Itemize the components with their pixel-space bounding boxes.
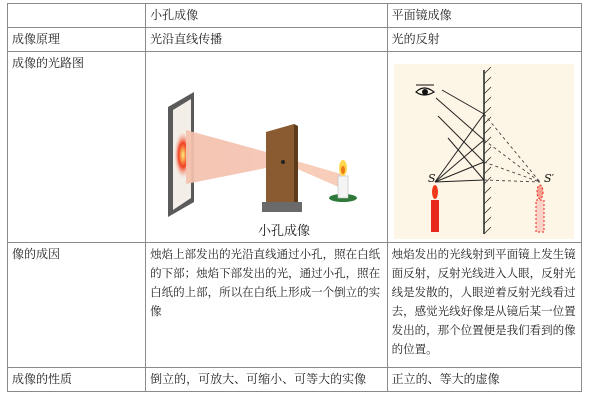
mirror-property: 正立的、等大的虚像 bbox=[387, 368, 581, 392]
pinhole-cause: 烛焰上部发出的光沿直线通过小孔，照在白纸的下部；烛焰下部发出的光，通过小孔，照在白纸的上部，所以在白纸上形成一个倒立的实像 bbox=[146, 243, 387, 368]
mirror-diagram-cell bbox=[387, 52, 581, 243]
real-candle-flame bbox=[432, 185, 438, 199]
row-label-property: 成像的性质 bbox=[8, 368, 146, 392]
row-label-principle: 成像原理 bbox=[8, 28, 146, 52]
image-label: S′ bbox=[543, 172, 554, 185]
mirror-principle: 光的反射 bbox=[387, 28, 581, 52]
mirror-cause: 烛焰发出的光线射到平面镜上发生镜面反射，反射光线进入人眼，反射光线是发散的，人眼逆着反射光线看过去，感觉光线好像是从镜后某一位置发出的，那个位置便是我们看到的像的位置。 bbox=[387, 243, 581, 368]
virtual-candle-flame bbox=[537, 185, 543, 199]
real-candle bbox=[431, 200, 439, 232]
pinhole-diagram bbox=[146, 52, 382, 242]
pinhole-property: 倒立的，可放大、可缩小、可等大的实像 bbox=[146, 368, 387, 392]
property-row bbox=[8, 368, 582, 392]
pinhole bbox=[281, 160, 285, 164]
mirror-diagram bbox=[388, 52, 578, 242]
virtual-candle bbox=[536, 200, 544, 232]
header-row bbox=[8, 4, 582, 28]
principle-row bbox=[8, 28, 582, 52]
candle bbox=[338, 176, 348, 198]
header-pinhole: 小孔成像 bbox=[146, 4, 387, 28]
row-label-cause: 像的成因 bbox=[8, 243, 146, 368]
header-mirror: 平面镜成像 bbox=[387, 4, 581, 28]
row-label-diagram: 成像的光路图 bbox=[8, 52, 146, 243]
pinhole-board bbox=[266, 124, 294, 208]
cause-row bbox=[8, 243, 582, 368]
pinhole-principle: 光沿直线传播 bbox=[146, 28, 387, 52]
pinhole-caption: 小孔成像 bbox=[258, 224, 311, 239]
comparison-table bbox=[7, 3, 582, 392]
diagram-row bbox=[8, 52, 582, 243]
header-empty-cell bbox=[8, 4, 146, 28]
board-stand bbox=[262, 202, 302, 212]
pinhole-diagram-cell bbox=[146, 52, 387, 243]
source-label: S bbox=[427, 172, 436, 185]
